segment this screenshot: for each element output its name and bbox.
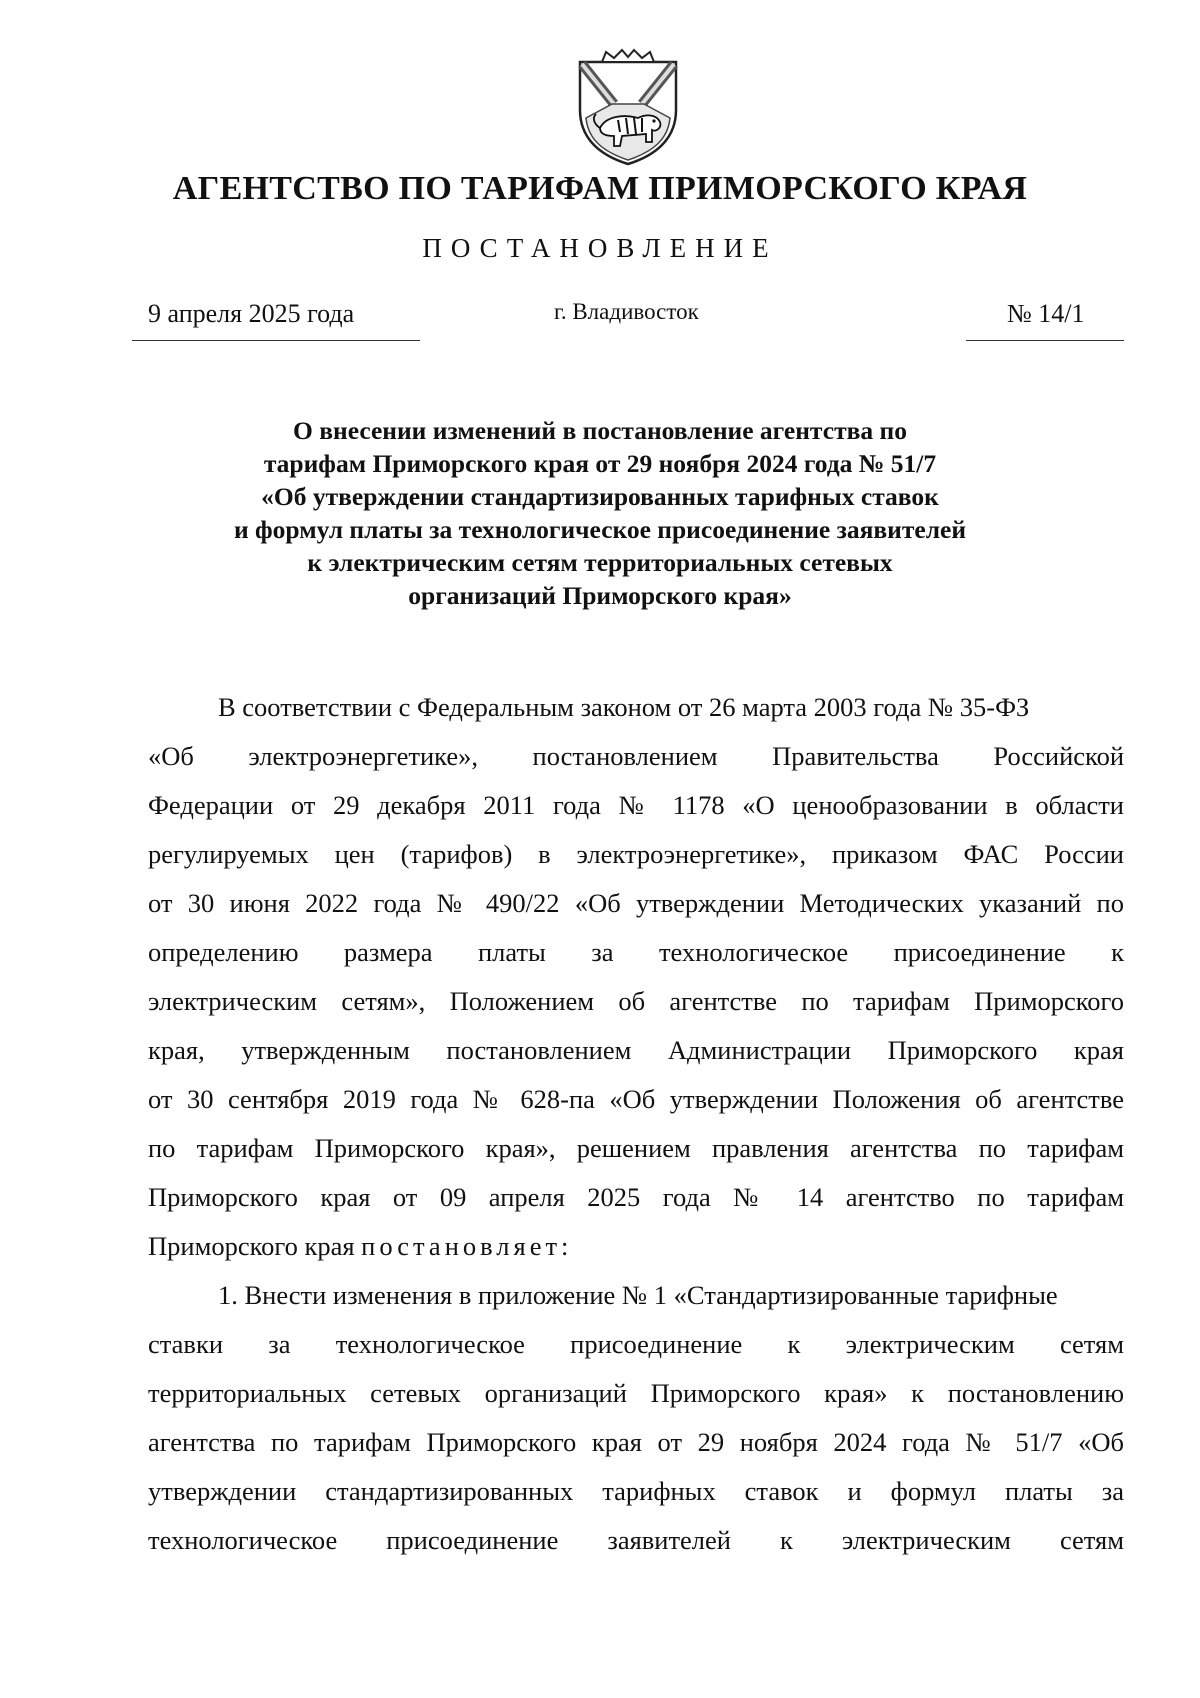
text-line: агентства по тарифам Приморского края от 29 ноября 2024 года № 51/7 «Об [148,1427,1124,1457]
coat-of-arms-icon [572,48,684,166]
text-line: ставки за технологическое присоединение к электрическим сетям [148,1329,1124,1359]
text-line: «Об электроэнергетике», постановлением Правительства Российской [148,741,1124,771]
document-date: 9 апреля 2025 года [148,299,355,328]
text-line: 1. Внести изменения в приложение № 1 «Стандартизированные тарифные [218,1280,1058,1310]
text-line: утверждении стандартизированных тарифных ставок и формул платы за [148,1476,1124,1506]
document-type: ПОСТАНОВЛЕНИЕ [422,233,778,263]
text-line: определению размера платы за технологическое присоединение к [148,937,1124,967]
document-number: № 14/1 [1007,299,1085,328]
text-fragment: : [561,1231,569,1261]
resolves-word: постановляет [361,1231,562,1261]
document-city: г. Владивосток [554,299,699,324]
text-line: технологическое присоединение заявителей к электрическим сетям [148,1525,1124,1555]
text-line: электрическим сетям», Положением об агентстве по тарифам Приморского [148,986,1124,1016]
date-underline [132,340,420,341]
number-underline [966,340,1124,341]
document-title [0,414,1200,612]
title-line: организаций Приморского края» [408,581,792,610]
text-line: от 30 июня 2022 года № 490/22 «Об утверждении Методических указаний по [148,888,1124,918]
title-line: О внесении изменений в постановление агентства по [293,416,907,445]
title-line: тарифам Приморского края от 29 ноября 2024 года № 51/7 [263,449,937,478]
coat-of-arms-emblem [572,48,684,166]
title-line: и формул платы за технологическое присоединение заявителей [233,515,967,544]
preamble-paragraph [148,683,1124,1271]
text-line: края, утвержденным постановлением Администрации Приморского края [148,1035,1124,1065]
title-line: к электрическим сетям территориальных сетевых [307,548,893,577]
text-line: по тарифам Приморского края», решением правления агентства по тарифам [148,1133,1124,1163]
title-line: «Об утверждении стандартизированных тарифных ставок [261,482,939,511]
text-line: от 30 сентября 2019 года № 628-па «Об утверждении Положения об агентстве [148,1084,1124,1114]
text-line: территориальных сетевых организаций Приморского края» к постановлению [148,1378,1124,1408]
document-body [148,683,1124,1565]
clause-1-paragraph [148,1271,1124,1565]
agency-name: АГЕНТСТВО ПО ТАРИФАМ ПРИМОРСКОГО КРАЯ [172,170,1028,207]
text-fragment: Приморского края [148,1231,362,1261]
preamble-last-line [148,1222,1124,1271]
text-line: регулируемых цен (тарифов) в электроэнергетике», приказом ФАС России [148,839,1124,869]
text-line: Федерации от 29 декабря 2011 года № 1178 «О ценообразовании в области [148,790,1124,820]
text-line: Приморского края от 09 апреля 2025 года № 14 агентство по тарифам [148,1182,1124,1212]
text-line: В соответствии с Федеральным законом от 26 марта 2003 года № 35-ФЗ [218,692,1030,722]
